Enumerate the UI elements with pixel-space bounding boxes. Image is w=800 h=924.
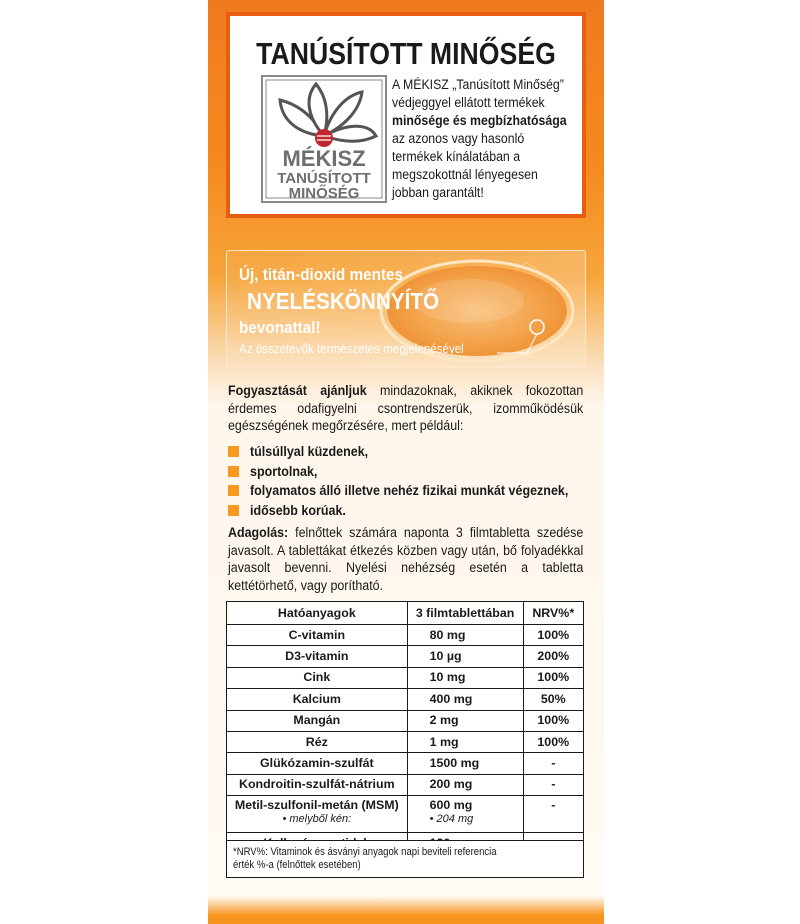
bullet-square-icon [228,505,239,516]
table-row: Kondroitin-szulfát-nátrium 200 mg - [227,774,584,795]
table-row: C-vitamin 80 mg 100% [227,625,584,646]
msm-sub-name: • melyből kén: [282,813,352,826]
table-row: Mangán 2 mg 100% [227,710,584,731]
table-row: Kalcium 400 mg 50% [227,689,584,710]
quality-box [226,12,586,218]
header-ingredient: Hatóanyagok [227,602,408,625]
intro-lead: Fogyasztását ajánljuk [228,383,367,398]
table-row: Glükózamin-szulfát 1500 mg - [227,753,584,774]
list-item: sportolnak, [228,462,596,482]
claim-line3: bevonattal! [239,318,321,337]
quality-description: A MÉKISZ „Tanúsított Minőség” védjeggyel ellátott termékek minősége és megbízhatósága az azonos vagy hasonló termékek kínálatában a megszokottnál lényegesen jobban garantált! [392,77,567,200]
msm-amount: 600 mg [429,798,473,813]
mekisz-logo [260,74,388,204]
msm-name: Metil-szulfonil-metán (MSM) [234,798,399,813]
header-amount: 3 filmtablettában [407,602,523,625]
list-item: túlsúllyal küzdenek, [228,442,596,462]
msm-nrv: - [523,796,583,833]
msm-sub-amount: • 204 mg [429,813,474,826]
list-item: idősebb korúak. [228,501,596,521]
quality-emphasis: minősége és megbízhatósága [392,113,567,128]
bullet-square-icon [228,466,239,477]
table-row-msm [227,796,584,833]
table-row: D3-vitamin 10 µg 200% [227,646,584,667]
claim-box [226,250,586,368]
list-item: folyamatos álló illetve nehéz fizikai munkát végeznek, [228,481,596,501]
bullet-square-icon [228,446,239,457]
table-row: Réz 1 mg 100% [227,731,584,752]
nrv-footnote: *NRV%: Vitaminok és ásványi anyagok napi beviteli referencia érték %-a (felnőttek esetében) [226,840,584,878]
ingredients-table [226,601,584,855]
quality-title: TANÚSÍTOTT MINŐSÉG [256,36,556,71]
bullet-list [228,442,596,520]
logo-line2: MINŐSÉG [288,185,360,202]
dosage-paragraph: Adagolás: felnőttek számára naponta 3 filmtabletta szedése javasolt. A tablettákat étkezés közben vagy után, bő folyadékkal javasolt bevenni. Nyelési nehézség esetén a tabletta kettétörhető, vagy porítható. [228,525,584,593]
table-header-row [227,602,584,625]
claim-headline [239,265,460,338]
claim-line1: Új, titán-dioxid mentes [239,265,404,284]
intro-paragraph: Fogyasztását ajánljuk mindazoknak, akiknek fokozottan érdemes odafigyelni csontrendszerük, izomműködésük egészségének megőrzésére, mert például: [228,383,584,433]
claim-note: Az összetevők természetes megjelenésével [239,342,464,356]
header-nrv: NRV%* [523,602,583,625]
logo-brand: MÉKISZ [282,146,366,171]
table-row: Cink 10 mg 100% [227,667,584,688]
logo-line1: TANÚSÍTOTT [277,170,371,187]
dosage-label: Adagolás: [228,525,289,540]
bullet-square-icon [228,485,239,496]
product-panel [208,0,604,924]
claim-line2: NYELÉSKÖNNYÍTŐ [247,288,440,314]
